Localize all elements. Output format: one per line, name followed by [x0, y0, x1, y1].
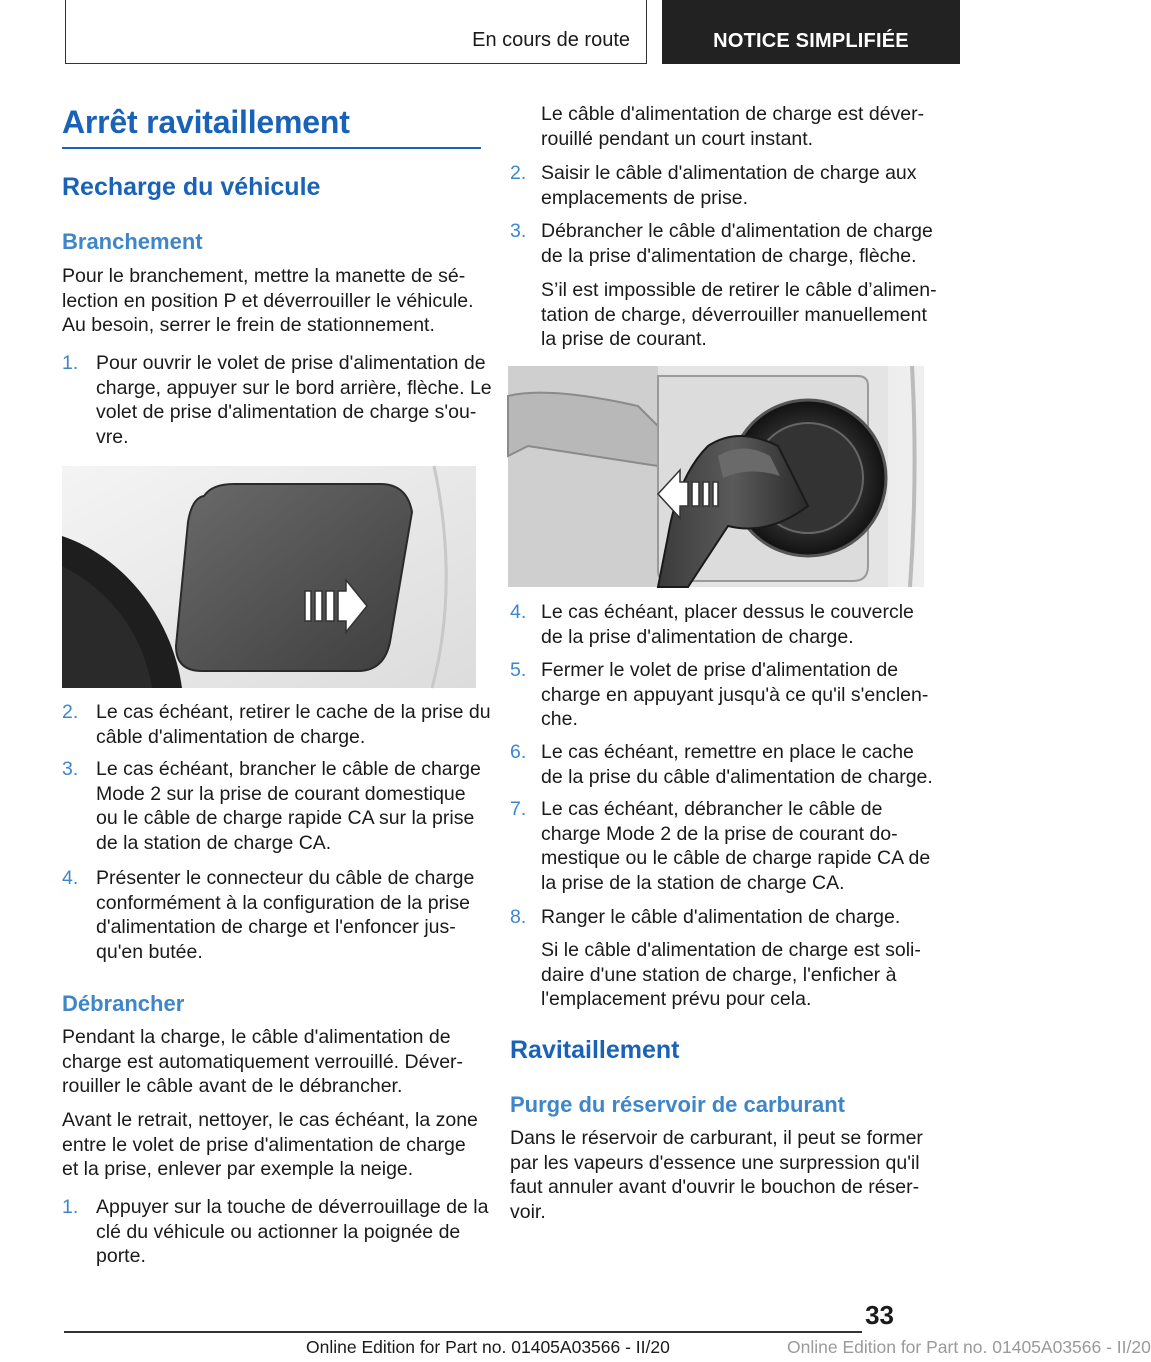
step-text — [541, 219, 933, 268]
text-line: câble d'alimentation de charge. — [96, 725, 366, 748]
text-line: che. — [541, 708, 578, 731]
text-line: Le cas échéant, placer dessus le couvercle — [541, 601, 914, 623]
text-line: clé du véhicule ou actionner la poignée de — [96, 1220, 461, 1243]
text-line: Le cas échéant, débrancher le câble de — [541, 798, 883, 820]
step-note — [541, 278, 937, 352]
step-number: 2. — [62, 701, 79, 723]
step-text — [96, 1195, 488, 1269]
step-number: 4. — [510, 601, 527, 623]
text-line: Le câble d'alimentation de charge est déver- — [541, 103, 925, 125]
text-line: S’il est impossible de retirer le câble d’alimen- — [541, 279, 937, 301]
text-line: Présenter le connecteur du câble de charge — [96, 867, 475, 889]
text-line: Pour le branchement, mettre la manette de sé- — [62, 265, 466, 287]
text-line: charge Mode 2 de la prise de courant do- — [541, 822, 898, 845]
text-line: Pour ouvrir le volet de prise d'alimentation de — [96, 352, 486, 374]
section-title: En cours de route — [472, 29, 630, 51]
text-line: charge est automatiquement verrouillé. Déver- — [62, 1050, 464, 1073]
heading-purge: Purge du réservoir de carburant — [510, 1092, 845, 1117]
text-line: daire d'une station de charge, l'enficher à — [541, 963, 897, 986]
text-line: Ranger le câble d'alimentation de charge. — [541, 906, 901, 928]
step-text — [541, 600, 914, 649]
text-line: Mode 2 sur la prise de courant domestique — [96, 782, 466, 805]
notice-badge: NOTICE SIMPLIFIÉE — [662, 0, 960, 64]
heading-debrancher: Débrancher — [62, 991, 185, 1016]
step-number: 6. — [510, 741, 527, 763]
footer-rule — [64, 1331, 862, 1333]
text-line: et la prise, enlever par exemple la neige. — [62, 1158, 414, 1181]
text-line: Avant le retrait, nettoyer, le cas échéant, la zone — [62, 1109, 478, 1131]
text-line: d'alimentation de charge et l'enfoncer jus- — [96, 916, 456, 939]
purge-text — [510, 1126, 923, 1224]
step-number: 7. — [510, 798, 527, 820]
edition-label: Online Edition for Part no. 01405A03566 - II/20 — [306, 1337, 670, 1357]
text-line: lection en position P et déverrouiller le véhicule. — [62, 289, 474, 312]
text-line: Saisir le câble d'alimentation de charge aux — [541, 162, 917, 184]
text-line: voir. — [510, 1200, 546, 1223]
text-line: Appuyer sur la touche de déverrouillage de la — [96, 1196, 489, 1218]
step-number: 4. — [62, 867, 79, 889]
branchement-intro — [62, 264, 474, 338]
text-line: Si le câble d'alimentation de charge est soli- — [541, 939, 921, 961]
step-number: 1. — [62, 352, 79, 374]
step-text — [96, 700, 491, 749]
text-line: Pendant la charge, le câble d'alimentation de — [62, 1026, 451, 1048]
page-number: 33 — [865, 1300, 894, 1330]
text-line: la prise de la station de charge CA. — [541, 871, 845, 894]
watermark: Online Edition for Part no. 01405A03566 - II/20 — [787, 1337, 1151, 1357]
step-text — [96, 351, 492, 449]
step-text — [96, 757, 481, 855]
text-line: rouiller le câble avant de le débrancher. — [62, 1075, 403, 1098]
text-line: volet de prise d'alimentation de charge s'ou- — [96, 401, 477, 424]
continued-text — [541, 102, 924, 151]
page-title: Arrêt ravitaillement — [62, 104, 350, 140]
step-number: 2. — [510, 162, 527, 184]
charge-flap-photo — [62, 466, 476, 688]
text-line: mestique ou le câble de charge rapide CA de — [541, 847, 931, 870]
text-line: de la prise d'alimentation de charge. — [541, 625, 854, 648]
text-line: par les vapeurs d'essence une surpression qu'il — [510, 1151, 920, 1174]
debrancher-p2 — [62, 1108, 478, 1182]
text-line: Le cas échéant, retirer le cache de la prise du — [96, 701, 491, 723]
heading-branchement: Branchement — [62, 229, 203, 254]
step-text — [96, 866, 474, 964]
step-text — [541, 161, 917, 210]
text-line: l'emplacement prévu pour cela. — [541, 988, 812, 1011]
step-number: 1. — [62, 1196, 79, 1218]
text-line: Débrancher le câble d'alimentation de charge — [541, 220, 933, 242]
text-line: rouillé pendant un court instant. — [541, 127, 814, 150]
step-text — [541, 658, 928, 732]
step-text — [541, 905, 900, 930]
text-line: Dans le réservoir de carburant, il peut se former — [510, 1127, 923, 1149]
step-number: 8. — [510, 906, 527, 928]
debrancher-p1 — [62, 1025, 463, 1099]
text-line: de la prise du câble d'alimentation de charge. — [541, 765, 933, 788]
text-line: qu'en butée. — [96, 940, 203, 963]
text-line: vre. — [96, 425, 129, 448]
text-line: emplacements de prise. — [541, 186, 749, 209]
heading-ravitaillement: Ravitaillement — [510, 1036, 680, 1064]
text-line: Au besoin, serrer le frein de stationnement. — [62, 314, 435, 337]
step-number: 5. — [510, 659, 527, 681]
text-line: Fermer le volet de prise d'alimentation de — [541, 659, 899, 681]
text-line: conformément à la configuration de la prise — [96, 891, 470, 914]
step-number: 3. — [62, 758, 79, 780]
step-number: 3. — [510, 220, 527, 242]
heading-recharge: Recharge du véhicule — [62, 173, 321, 201]
text-line: porte. — [96, 1245, 146, 1268]
text-line: ou le câble de charge rapide CA sur la prise — [96, 807, 475, 830]
text-line: charge en appuyant jusqu'à ce qu'il s'enclen- — [541, 683, 929, 706]
text-line: faut annuler avant d'ouvrir le bouchon de réser- — [510, 1176, 920, 1199]
charge-connector-photo — [508, 366, 924, 587]
text-line: Le cas échéant, brancher le câble de charge — [96, 758, 481, 780]
text-line: de la prise d'alimentation de charge, flèche. — [541, 244, 917, 267]
text-line: charge, appuyer sur le bord arrière, flèche. Le — [96, 376, 492, 399]
title-rule — [62, 147, 481, 149]
text-line: de la station de charge CA. — [96, 831, 332, 854]
text-line: entre le volet de prise d'alimentation de charge — [62, 1133, 466, 1156]
step-text — [541, 740, 933, 789]
step-text — [541, 797, 930, 895]
step-note — [541, 938, 921, 1012]
text-line: Le cas échéant, remettre en place le cache — [541, 741, 914, 763]
text-line: la prise de courant. — [541, 328, 707, 351]
text-line: tation de charge, déverrouiller manuellement — [541, 303, 927, 326]
